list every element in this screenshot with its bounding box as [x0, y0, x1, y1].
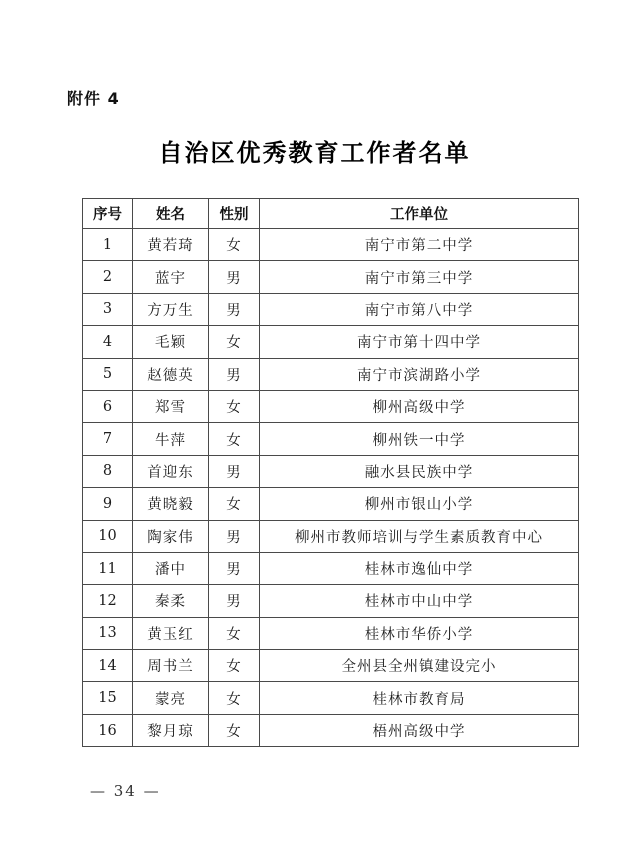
cell-gender: 女 [209, 326, 260, 358]
cell-gender: 男 [209, 358, 260, 390]
cell-gender: 男 [209, 293, 260, 325]
table-row [83, 682, 579, 714]
cell-unit: 梧州高级中学 [260, 714, 579, 746]
cell-unit: 融水县民族中学 [260, 455, 579, 487]
cell-index: 16 [83, 714, 133, 746]
table-row [83, 585, 579, 617]
cell-name: 蓝宇 [133, 261, 209, 293]
cell-index: 8 [83, 455, 133, 487]
table-row [83, 714, 579, 746]
cell-name: 黄若琦 [133, 229, 209, 261]
cell-unit: 全州县全州镇建设完小 [260, 650, 579, 682]
cell-unit: 南宁市滨湖路小学 [260, 358, 579, 390]
cell-gender: 女 [209, 714, 260, 746]
column-header-gender: 性别 [209, 199, 260, 229]
cell-gender: 女 [209, 682, 260, 714]
table-row [83, 229, 579, 261]
cell-unit: 柳州市教师培训与学生素质教育中心 [260, 520, 579, 552]
cell-unit: 南宁市第十四中学 [260, 326, 579, 358]
column-header-name: 姓名 [133, 199, 209, 229]
cell-unit: 桂林市中山中学 [260, 585, 579, 617]
cell-unit: 桂林市逸仙中学 [260, 552, 579, 584]
table-row [83, 423, 579, 455]
cell-unit: 柳州高级中学 [260, 390, 579, 422]
awardees-table [82, 198, 579, 747]
cell-unit: 南宁市第三中学 [260, 261, 579, 293]
cell-unit: 南宁市第二中学 [260, 229, 579, 261]
table-body [83, 229, 579, 747]
page-number: — 34 — [90, 782, 161, 800]
cell-gender: 男 [209, 261, 260, 293]
cell-index: 10 [83, 520, 133, 552]
cell-index: 11 [83, 552, 133, 584]
cell-name: 黎月琼 [133, 714, 209, 746]
table-row [83, 455, 579, 487]
column-header-index: 序号 [83, 199, 133, 229]
table-row [83, 358, 579, 390]
cell-name: 黄玉红 [133, 617, 209, 649]
cell-unit: 桂林市教育局 [260, 682, 579, 714]
cell-name: 郑雪 [133, 390, 209, 422]
cell-name: 秦柔 [133, 585, 209, 617]
cell-gender: 男 [209, 585, 260, 617]
cell-gender: 女 [209, 229, 260, 261]
table-row [83, 552, 579, 584]
cell-name: 首迎东 [133, 455, 209, 487]
table-header-row [83, 199, 579, 229]
table-row [83, 617, 579, 649]
cell-index: 2 [83, 261, 133, 293]
cell-name: 蒙亮 [133, 682, 209, 714]
cell-gender: 女 [209, 488, 260, 520]
table-row [83, 650, 579, 682]
cell-gender: 女 [209, 423, 260, 455]
table-row [83, 520, 579, 552]
cell-name: 赵德英 [133, 358, 209, 390]
cell-index: 3 [83, 293, 133, 325]
table-row [83, 261, 579, 293]
cell-name: 牛萍 [133, 423, 209, 455]
cell-name: 潘中 [133, 552, 209, 584]
cell-unit: 柳州市银山小学 [260, 488, 579, 520]
cell-unit: 南宁市第八中学 [260, 293, 579, 325]
cell-index: 9 [83, 488, 133, 520]
table-row [83, 326, 579, 358]
cell-name: 黄晓毅 [133, 488, 209, 520]
cell-index: 13 [83, 617, 133, 649]
cell-unit: 桂林市华侨小学 [260, 617, 579, 649]
cell-gender: 女 [209, 650, 260, 682]
cell-gender: 女 [209, 617, 260, 649]
cell-index: 15 [83, 682, 133, 714]
cell-index: 4 [83, 326, 133, 358]
cell-name: 周书兰 [133, 650, 209, 682]
cell-index: 1 [83, 229, 133, 261]
cell-index: 12 [83, 585, 133, 617]
column-header-unit: 工作单位 [260, 199, 579, 229]
cell-gender: 男 [209, 520, 260, 552]
cell-unit: 柳州铁一中学 [260, 423, 579, 455]
cell-name: 方万生 [133, 293, 209, 325]
table-row [83, 293, 579, 325]
cell-gender: 女 [209, 390, 260, 422]
cell-name: 毛颖 [133, 326, 209, 358]
cell-index: 5 [83, 358, 133, 390]
cell-index: 6 [83, 390, 133, 422]
cell-gender: 男 [209, 552, 260, 584]
table-row [83, 390, 579, 422]
cell-index: 14 [83, 650, 133, 682]
cell-name: 陶家伟 [133, 520, 209, 552]
attachment-label: 附件 4 [67, 89, 120, 108]
table-row [83, 488, 579, 520]
cell-index: 7 [83, 423, 133, 455]
page-title: 自治区优秀教育工作者名单 [158, 138, 471, 167]
cell-gender: 男 [209, 455, 260, 487]
